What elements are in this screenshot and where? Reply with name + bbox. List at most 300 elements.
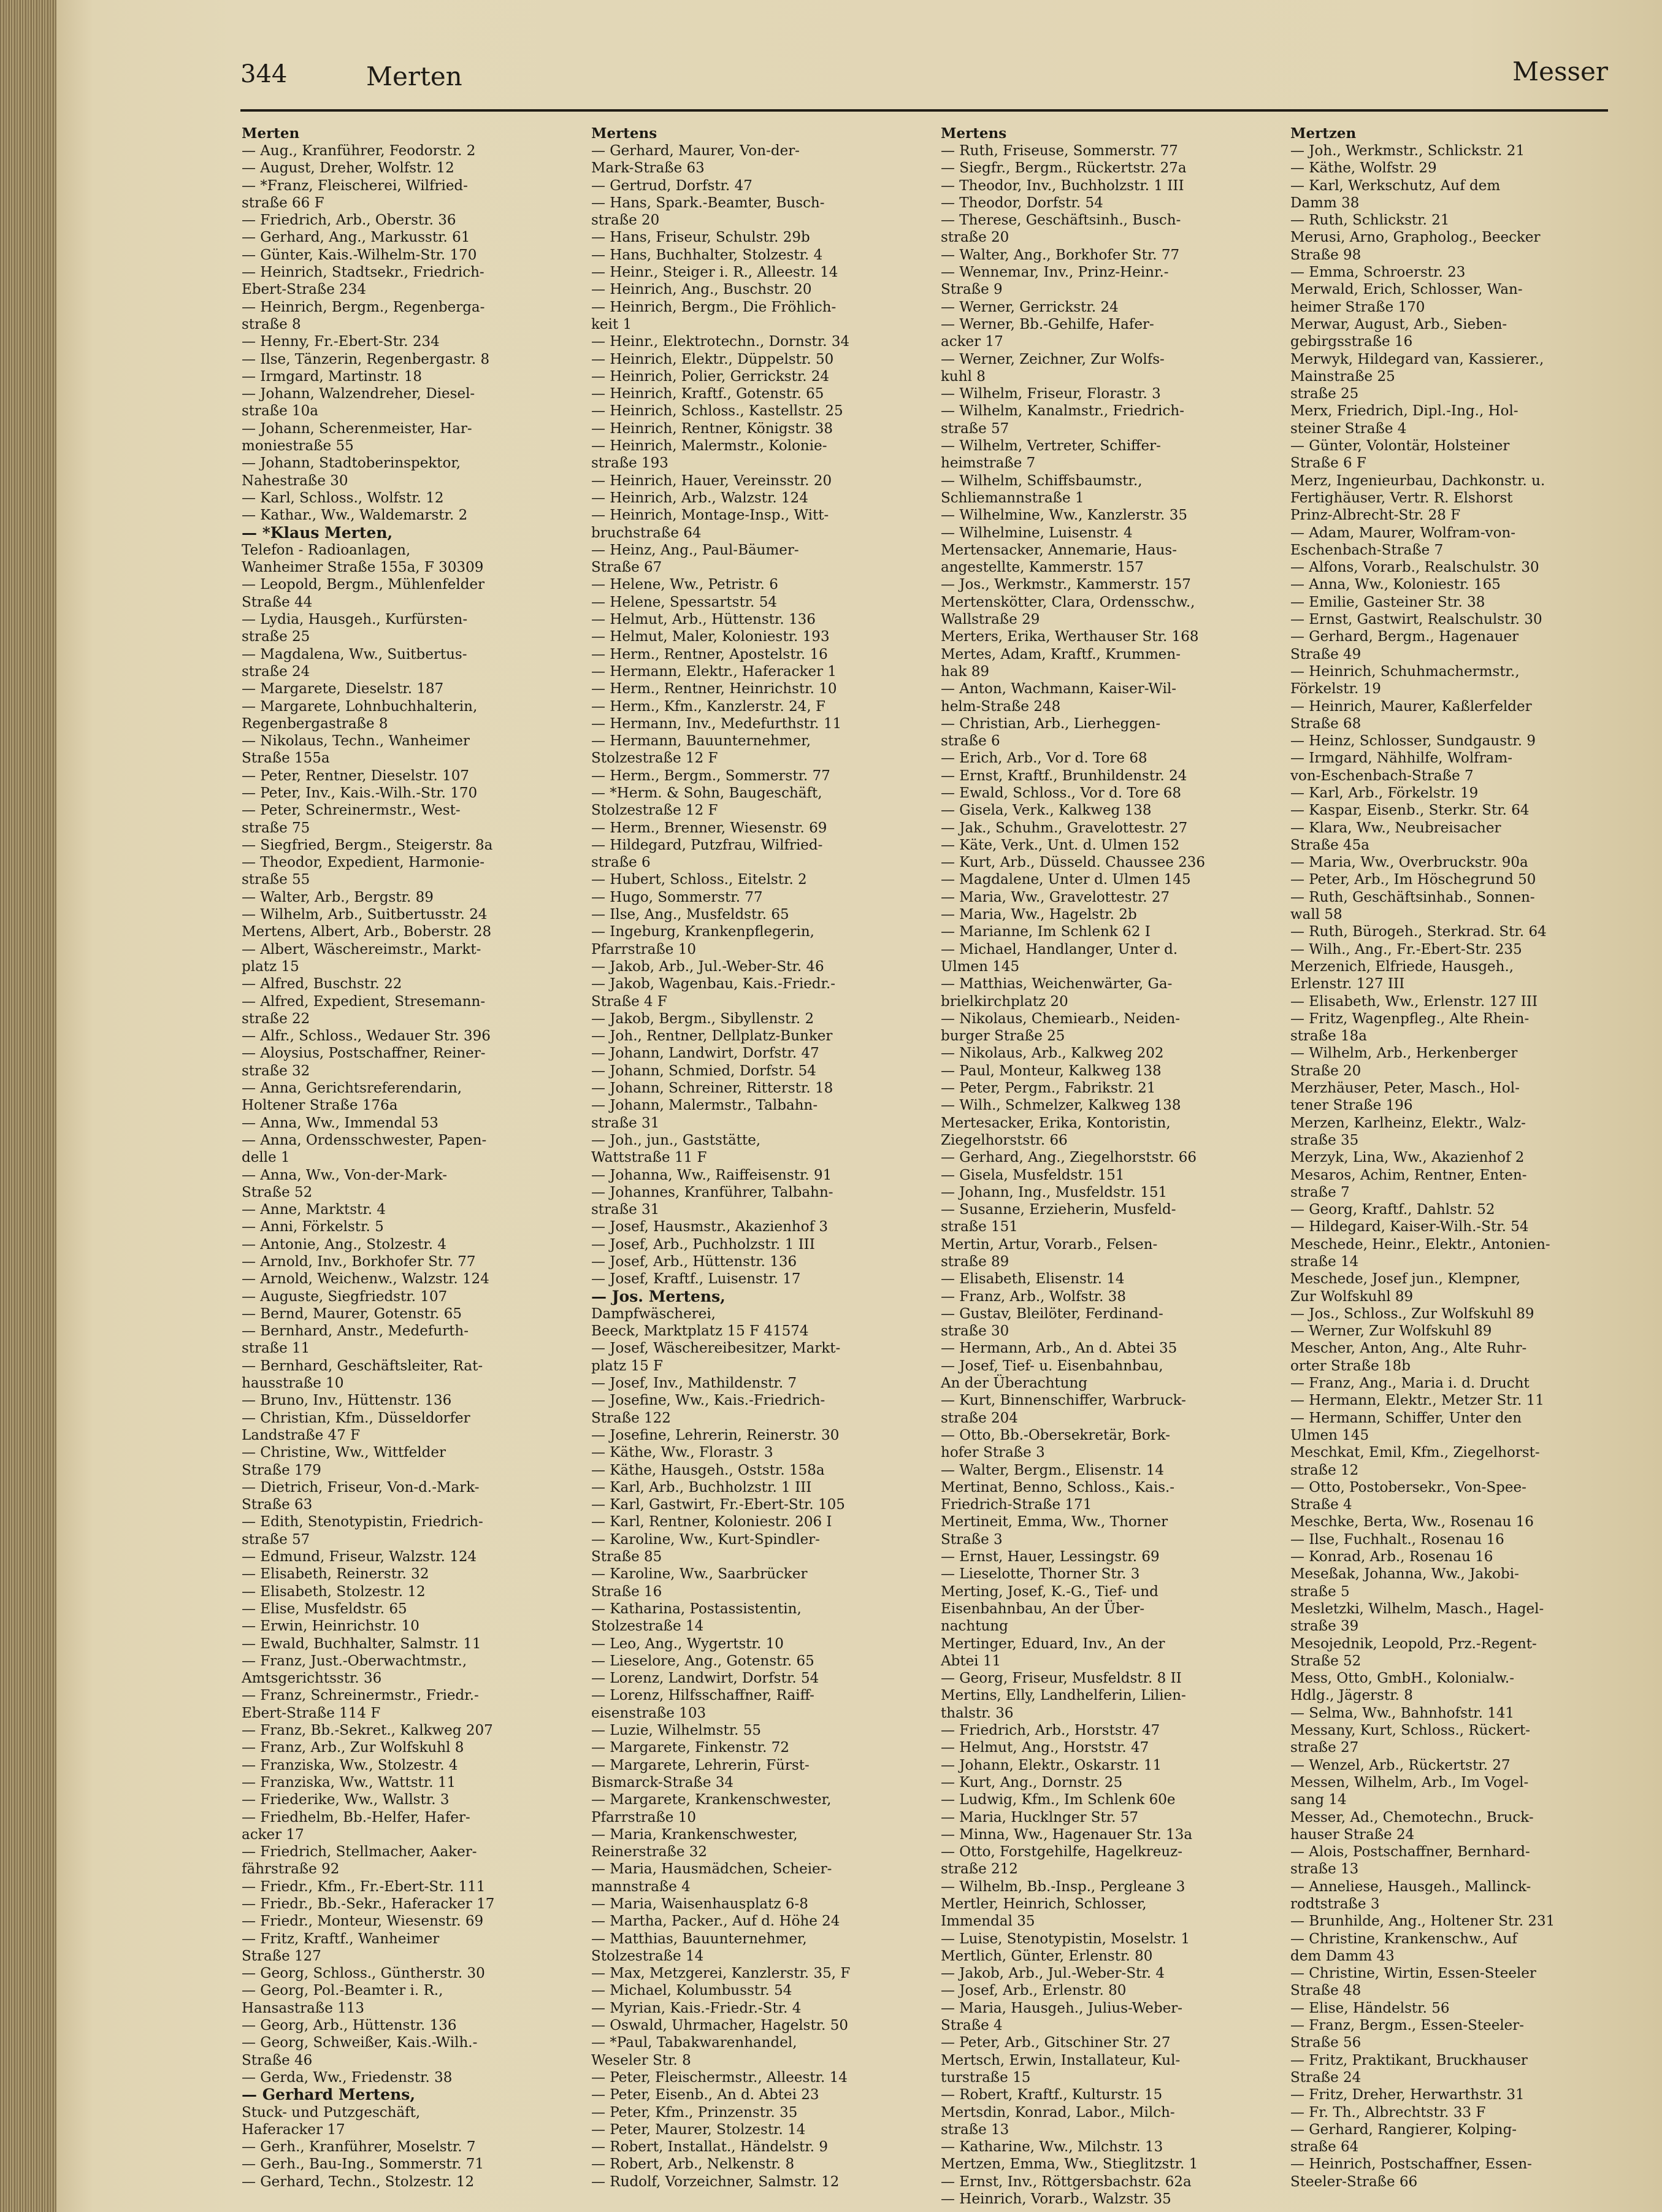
directory-entry: Straße 49 [1290, 646, 1361, 662]
directory-entry: Mark-Straße 63 [591, 160, 705, 177]
directory-entry: Ziegelhorststr. 66 [941, 1132, 1068, 1148]
column-3 [941, 125, 1277, 2208]
directory-entry: — Fritz, Kraftf., Wanheimer [242, 1930, 440, 1947]
directory-entry: — Margarete, Dieselstr. 187 [242, 681, 444, 697]
directory-entry: Reinerstraße 32 [591, 1844, 708, 1861]
directory-entry: straße 8 [242, 316, 301, 332]
directory-entry: straße 31 [591, 1202, 660, 1218]
directory-entry: Straße 20 [1290, 1062, 1361, 1079]
directory-entry: — Dietrich, Friseur, Von-d.-Mark- [242, 1479, 480, 1496]
left-running-head: Merten [366, 61, 462, 91]
directory-entry: — Karl, Rentner, Koloniestr. 206 I [591, 1514, 832, 1530]
directory-entry: — Heinr., Steiger i. R., Alleestr. 14 [591, 264, 838, 281]
directory-entry: — Christian, Kfm., Düsseldorfer [242, 1410, 470, 1426]
directory-entry: — Anna, Ww., Koloniestr. 165 [1290, 577, 1501, 593]
directory-entry: — Franz, Just.-Oberwachtmstr., [242, 1653, 467, 1669]
directory-entry: straße 66 F [242, 194, 324, 211]
directory-entry: kuhl 8 [941, 368, 986, 385]
directory-entry: Mertin, Artur, Vorarb., Felsen- [941, 1236, 1158, 1253]
directory-entry: Ulmen 145 [941, 958, 1020, 975]
directory-entry: — Josef, Arb., Hüttenstr. 136 [591, 1254, 797, 1270]
directory-entry: fährstraße 92 [242, 1861, 340, 1878]
directory-entry: Meschede, Josef jun., Klempner, [1290, 1271, 1521, 1288]
directory-entry: Dampfwäscherei, [591, 1305, 716, 1322]
column-1 [242, 125, 578, 2199]
directory-entry: — Johanna, Ww., Raiffeisenstr. 91 [591, 1167, 832, 1183]
directory-entry: — Kaspar, Eisenb., Sterkr. Str. 64 [1290, 802, 1530, 819]
directory-entry: — Georg, Schweißer, Kais.-Wilh.- [242, 2035, 478, 2051]
directory-entry: — Katharina, Postassistentin, [591, 1600, 802, 1617]
directory-entry: — Hans, Friseur, Schulstr. 29b [591, 229, 810, 246]
directory-entry: — Heinrich, Bergm., Regenberga- [242, 299, 485, 315]
directory-entry: Mertens, Albert, Arb., Boberstr. 28 [242, 924, 492, 940]
directory-entry: — Robert, Installat., Händelstr. 9 [591, 2139, 828, 2156]
directory-entry: Straße 122 [591, 1410, 671, 1426]
directory-entry: — Anna, Ww., Von-der-Mark- [242, 1167, 448, 1183]
column-heading: Merten [242, 125, 300, 142]
directory-entry: — Franziska, Ww., Stolzestr. 4 [242, 1757, 458, 1773]
directory-entry: — Wilhelm, Arb., Herkenberger [1290, 1045, 1518, 1062]
directory-entry: — Josef, Tief- u. Eisenbahnbau, [941, 1358, 1163, 1374]
directory-entry: — Franz, Bergm., Essen-Steeler- [1290, 2018, 1525, 2034]
directory-entry: — Klara, Ww., Neubreisacher [1290, 820, 1501, 836]
directory-entry: platz 15 [242, 958, 299, 975]
directory-entry: Eschenbach-Straße 7 [1290, 542, 1444, 558]
directory-entry: — Günter, Volontär, Holsteiner [1290, 438, 1510, 455]
directory-entry: — Wilhelm, Bb.-Insp., Pergleane 3 [941, 1878, 1185, 1895]
directory-entry: — Heinrich, Maurer, Kaßlerfelder [1290, 698, 1532, 715]
directory-entry: — Wilhelm, Schiffsbaumstr., [941, 472, 1143, 489]
directory-entry: — Herm., Rentner, Apostelstr. 16 [591, 646, 828, 662]
directory-entry: — Matthias, Bauunternehmer, [591, 1930, 807, 1947]
directory-entry: — Heinrich, Schuhmachermstr., [1290, 663, 1520, 680]
directory-entry: Pfarrstraße 10 [591, 1809, 696, 1826]
directory-entry: — Magdalene, Unter d. Ulmen 145 [941, 872, 1191, 888]
directory-entry: — Albert, Wäschereimstr., Markt- [242, 941, 481, 958]
directory-entry: Stuck- und Putzgeschäft, [242, 2104, 421, 2121]
column-heading: Mertens [591, 125, 657, 142]
directory-entry: — Selma, Ww., Bahnhofstr. 141 [1290, 1705, 1515, 1721]
directory-entry: — Heinr., Elektrotechn., Dornstr. 34 [591, 334, 850, 350]
directory-entry: — Maria, Hucklnger Str. 57 [941, 1809, 1139, 1826]
directory-entry: — Auguste, Siegfriedstr. 107 [242, 1288, 448, 1305]
directory-entry: Merters, Erika, Werthauser Str. 168 [941, 629, 1199, 645]
directory-entry: hak 89 [941, 663, 990, 680]
directory-entry: Messer, Ad., Chemotechn., Bruck- [1290, 1809, 1534, 1826]
directory-entry: Steeler-Straße 66 [1290, 2173, 1418, 2190]
directory-entry: — Heinrich, Arb., Walzstr. 124 [591, 490, 808, 506]
directory-entry: — Otto, Forstgehilfe, Hagelkreuz- [941, 1844, 1183, 1861]
directory-entry: — Käthe, Hausgeh., Oststr. 158a [591, 1462, 825, 1478]
directory-entry: — Friedr., Monteur, Wiesenstr. 69 [242, 1913, 484, 1930]
directory-entry: Wanheimer Straße 155a, F 30309 [242, 559, 484, 576]
directory-entry: steiner Straße 4 [1290, 420, 1407, 437]
directory-entry: Merzenich, Elfriede, Hausgeh., [1290, 958, 1514, 975]
directory-entry: — Heinrich, Bergm., Die Fröhlich- [591, 299, 837, 315]
directory-entry: — Martha, Packer., Auf d. Höhe 24 [591, 1913, 840, 1930]
column-4 [1290, 125, 1626, 2199]
directory-entry: — Bernhard, Anstr., Medefurth- [242, 1323, 469, 1340]
directory-entry: Merzyk, Lina, Ww., Akazienhof 2 [1290, 1150, 1525, 1166]
directory-entry: — Friedrich, Arb., Horststr. 47 [941, 1722, 1160, 1739]
directory-entry: Hdlg., Jägerstr. 8 [1290, 1688, 1413, 1704]
directory-entry: wall 58 [1290, 907, 1342, 923]
directory-entry: straße 204 [941, 1410, 1018, 1426]
directory-entry: — Walter, Bergm., Elisenstr. 14 [941, 1462, 1165, 1478]
directory-entry: — Heinrich, Kraftf., Gotenstr. 65 [591, 386, 824, 402]
directory-entry: — Josef, Kraftf., Luisenstr. 17 [591, 1271, 801, 1288]
directory-entry: — Alfr., Schloss., Wedauer Str. 396 [242, 1028, 491, 1045]
directory-entry: — Heinrich, Schloss., Kastellstr. 25 [591, 403, 843, 420]
directory-page [56, 0, 1662, 2212]
directory-entry: helm-Straße 248 [941, 698, 1061, 715]
directory-entry: — Karoline, Ww., Kurt-Spindler- [591, 1531, 820, 1548]
directory-entry: — Heinrich, Polier, Gerrickstr. 24 [591, 368, 830, 385]
directory-entry: — Helmut, Maler, Koloniestr. 193 [591, 629, 830, 645]
directory-entry: — Franz, Schreinermstr., Friedr.- [242, 1688, 479, 1704]
directory-entry: Mertesacker, Erika, Kontoristin, [941, 1115, 1171, 1131]
directory-entry: — Leo, Ang., Wygertstr. 10 [591, 1635, 784, 1652]
directory-entry: — Friedr., Bb.-Sekr., Haferacker 17 [242, 1895, 495, 1912]
directory-entry: Merzen, Karlheinz, Elektr., Walz- [1290, 1115, 1526, 1131]
directory-entry: — Fr. Th., Albrechtstr. 33 F [1290, 2104, 1486, 2121]
directory-entry: — Wennemar, Inv., Prinz-Heinr.- [941, 264, 1169, 281]
directory-entry: — Georg, Pol.-Beamter i. R., [242, 1983, 443, 1999]
header-rule [240, 109, 1608, 112]
directory-entry: — Gertrud, Dorfstr. 47 [591, 177, 752, 194]
directory-entry: Zur Wolfskuhl 89 [1290, 1288, 1414, 1305]
directory-entry: Straße 179 [242, 1462, 321, 1478]
directory-entry: — Gerhard, Bergm., Hagenauer [1290, 629, 1519, 645]
directory-entry: rodtstraße 3 [1290, 1895, 1380, 1912]
directory-entry: Straße 68 [1290, 715, 1361, 732]
directory-entry: — Maria, Hausgeh., Julius-Weber- [941, 2000, 1183, 2016]
directory-entry: — Margarete, Lehrerin, Fürst- [591, 1757, 810, 1773]
directory-entry: — Peter, Fleischermstr., Alleestr. 14 [591, 2069, 848, 2086]
directory-entry: Straße 9 [941, 282, 1003, 298]
directory-entry: — Anneliese, Hausgeh., Mallinck- [1290, 1878, 1531, 1895]
directory-entry: Beeck, Marktplatz 15 F 41574 [591, 1323, 809, 1340]
directory-entry: — Gisela, Musfeldstr. 151 [941, 1167, 1125, 1183]
directory-entry: Wattstraße 11 F [591, 1150, 707, 1166]
directory-entry: — Christine, Wirtin, Essen-Steeler [1290, 1965, 1536, 1982]
directory-entry: — Ruth, Schlickstr. 21 [1290, 212, 1450, 229]
directory-entry: Mesaros, Achim, Rentner, Enten- [1290, 1167, 1527, 1183]
directory-entry: brielkirchplatz 20 [941, 993, 1068, 1010]
directory-entry: Messany, Kurt, Schloss., Rückert- [1290, 1722, 1530, 1739]
directory-entry: — Joh., jun., Gaststätte, [591, 1132, 761, 1148]
directory-entry: — Emma, Schroerstr. 23 [1290, 264, 1466, 281]
directory-entry: — Theodor, Inv., Buchholzstr. 1 III [941, 177, 1184, 194]
directory-entry: straße 24 [242, 663, 310, 680]
directory-entry: Damm 38 [1290, 194, 1360, 211]
directory-entry: Straße 52 [1290, 1653, 1361, 1669]
directory-entry: Straße 56 [1290, 2035, 1361, 2051]
directory-entry: — Alfons, Vorarb., Realschulstr. 30 [1290, 559, 1539, 576]
directory-entry: hauser Straße 24 [1290, 1826, 1415, 1843]
directory-entry: straße 22 [242, 1010, 310, 1027]
entry-list [242, 142, 578, 2191]
directory-entry: straße 6 [591, 854, 651, 871]
directory-entry: Stolzestraße 12 F [591, 802, 718, 819]
directory-entry: — Karl, Schloss., Wolfstr. 12 [242, 490, 444, 506]
directory-entry: straße 7 [1290, 1184, 1350, 1200]
directory-entry: Straße 155a [242, 750, 330, 767]
directory-entry: Meschede, Heinr., Elektr., Antonien- [1290, 1236, 1550, 1253]
directory-entry: Mesojednik, Leopold, Prz.-Regent- [1290, 1635, 1537, 1652]
directory-entry: — Heinrich, Montage-Insp., Witt- [591, 507, 829, 524]
directory-entry: — Karl, Gastwirt, Fr.-Ebert-Str. 105 [591, 1497, 845, 1513]
directory-entry: straße 89 [941, 1254, 1009, 1270]
directory-entry: — Wilhelmine, Luisenstr. 4 [941, 524, 1133, 541]
directory-entry: straße 6 [941, 733, 1000, 750]
directory-entry: straße 14 [1290, 1254, 1359, 1270]
directory-entry: — Alfred, Expedient, Stresemann- [242, 993, 486, 1010]
directory-entry: — Josef, Arb., Erlenstr. 80 [941, 1983, 1127, 1999]
directory-entry: Mess, Otto, GmbH., Kolonialw.- [1290, 1670, 1514, 1687]
directory-entry: — Ruth, Geschäftsinhab., Sonnen- [1290, 889, 1535, 905]
directory-entry: — Siegfried, Bergm., Steigerstr. 8a [242, 837, 493, 853]
directory-entry: angestellte, Kammerstr. 157 [941, 559, 1144, 576]
directory-entry: Straße 4 [1290, 1497, 1352, 1513]
directory-entry: — Nikolaus, Techn., Wanheimer [242, 733, 470, 750]
directory-entry: — Marianne, Im Schlenk 62 I [941, 924, 1151, 940]
directory-entry: eisenstraße 103 [591, 1705, 707, 1721]
directory-entry: — Ernst, Inv., Röttgersbachstr. 62a [941, 2173, 1192, 2190]
directory-entry: Merting, Josef, K.-G., Tief- und [941, 1583, 1158, 1600]
directory-entry: — Heinz, Ang., Paul-Bäumer- [591, 542, 799, 558]
directory-entry: — Johann, Landwirt, Dorfstr. 47 [591, 1045, 819, 1062]
directory-entry: — Edith, Stenotypistin, Friedrich- [242, 1514, 483, 1530]
directory-entry: sang 14 [1290, 1792, 1347, 1808]
directory-entry: — Ernst, Hauer, Lessingstr. 69 [941, 1549, 1160, 1565]
directory-entry: Fertighäuser, Vertr. R. Elshorst [1290, 490, 1513, 506]
directory-entry: Mertlich, Günter, Erlenstr. 80 [941, 1948, 1153, 1964]
directory-entry: — *Paul, Tabakwarenhandel, [591, 2035, 797, 2051]
directory-entry: Landstraße 47 F [242, 1427, 361, 1443]
directory-entry: — Käthe, Wolfstr. 29 [1290, 160, 1437, 177]
directory-entry: — Werner, Bb.-Gehilfe, Hafer- [941, 316, 1154, 332]
directory-entry: — Nikolaus, Chemiearb., Neiden- [941, 1010, 1181, 1027]
directory-entry: — Bernd, Maurer, Gotenstr. 65 [242, 1305, 462, 1322]
directory-entry: — Georg, Schloss., Güntherstr. 30 [242, 1965, 485, 1982]
directory-entry: gebirgsstraße 16 [1290, 334, 1413, 350]
directory-entry: — Susanne, Erzieherin, Musfeld- [941, 1202, 1176, 1218]
directory-entry: — Wilhelmine, Ww., Kanzlerstr. 35 [941, 507, 1187, 524]
directory-entry: — *Herm. & Sohn, Baugeschäft, [591, 785, 822, 801]
directory-entry: — Gerhard, Ang., Markusstr. 61 [242, 229, 470, 246]
directory-entry: — Gerhard, Techn., Stolzestr. 12 [242, 2173, 475, 2190]
directory-entry: — Adam, Maurer, Wolfram-von- [1290, 524, 1516, 541]
directory-entry: — Jak., Schuhm., Gravelottestr. 27 [941, 820, 1188, 836]
directory-entry: — Robert, Arb., Nelkenstr. 8 [591, 2156, 795, 2173]
directory-entry: turstraße 15 [941, 2069, 1031, 2086]
directory-entry: Straße 52 [242, 1184, 313, 1200]
directory-entry: — Elise, Musfeldstr. 65 [242, 1600, 407, 1617]
directory-entry: — Ernst, Kraftf., Brunhildenstr. 24 [941, 767, 1187, 784]
directory-entry: — Helene, Ww., Petristr. 6 [591, 577, 778, 593]
directory-entry: — Heinrich, Postschaffner, Essen- [1290, 2156, 1532, 2173]
directory-entry: — Herm., Kfm., Kanzlerstr. 24, F [591, 698, 825, 715]
directory-entry: — Heinrich, Hauer, Vereinsstr. 20 [591, 472, 832, 489]
directory-entry: Schliemannstraße 1 [941, 490, 1084, 506]
directory-entry: von-Eschenbach-Straße 7 [1290, 767, 1474, 784]
directory-entry: — Peter, Eisenb., An d. Abtei 23 [591, 2087, 819, 2103]
directory-entry: — Gisela, Verk., Kalkweg 138 [941, 802, 1152, 819]
directory-entry: — Elise, Händelstr. 56 [1290, 2000, 1450, 2016]
directory-entry: — Magdalena, Ww., Suitbertus- [242, 646, 467, 662]
entry-list [941, 142, 1277, 2208]
directory-entry: — Lydia, Hausgeh., Kurfürsten- [242, 612, 468, 628]
directory-entry: — Paul, Monteur, Kalkweg 138 [941, 1062, 1162, 1079]
directory-entry: — Georg, Friseur, Musfeldstr. 8 II [941, 1670, 1182, 1687]
directory-entry: — Elisabeth, Stolzestr. 12 [242, 1583, 426, 1600]
directory-entry: Telefon - Radioanlagen, [242, 542, 411, 558]
directory-entry: — Heinrich, Ang., Buschstr. 20 [591, 282, 812, 298]
directory-entry: — Ingeburg, Krankenpflegerin, [591, 924, 814, 940]
directory-entry: Mertinger, Eduard, Inv., An der [941, 1635, 1165, 1652]
directory-entry: Mertsch, Erwin, Installateur, Kul- [941, 2052, 1181, 2068]
directory-entry: — Bernhard, Geschäftsleiter, Rat- [242, 1358, 483, 1374]
directory-entry: straße 193 [591, 455, 668, 472]
directory-entry: — Helene, Spessartstr. 54 [591, 594, 778, 610]
directory-entry: — Heinrich, Vorarb., Walzstr. 35 [941, 2191, 1171, 2208]
directory-entry: — Ludwig, Kfm., Im Schlenk 60e [941, 1792, 1176, 1808]
directory-entry: — Lorenz, Landwirt, Dorfstr. 54 [591, 1670, 819, 1687]
directory-entry: — Hans, Buchhalter, Stolzestr. 4 [591, 247, 823, 263]
directory-entry: straße 20 [591, 212, 660, 229]
directory-entry: — Wilhelm, Friseur, Florastr. 3 [941, 386, 1161, 402]
directory-entry: straße 10a [242, 403, 319, 420]
directory-entry: Messen, Wilhelm, Arb., Im Vogel- [1290, 1774, 1529, 1791]
directory-entry: — Brunhilde, Ang., Holtener Str. 231 [1290, 1913, 1555, 1930]
directory-entry: — Gerda, Ww., Friedenstr. 38 [242, 2069, 453, 2086]
directory-entry: Mertzen, Emma, Ww., Stieglitzstr. 1 [941, 2156, 1198, 2173]
directory-entry: — Antonie, Ang., Stolzestr. 4 [242, 1236, 447, 1253]
directory-entry: — Kurt, Binnenschiffer, Warbruck- [941, 1392, 1186, 1409]
directory-entry: — Michael, Handlanger, Unter d. [941, 941, 1178, 958]
directory-entry: — Hugo, Sommerstr. 77 [591, 889, 763, 905]
directory-entry: straße 12 [1290, 1462, 1359, 1478]
directory-entry: — Maria, Ww., Gravelottestr. 27 [941, 889, 1170, 905]
directory-entry: — Hubert, Schloss., Eitelstr. 2 [591, 872, 807, 888]
directory-entry: — Josef, Inv., Mathildenstr. 7 [591, 1375, 797, 1392]
directory-entry: — Günter, Kais.-Wilhelm-Str. 170 [242, 247, 477, 263]
directory-entry: — Jakob, Bergm., Sibyllenstr. 2 [591, 1010, 814, 1027]
directory-entry: — Ilse, Fuchhalt., Rosenau 16 [1290, 1531, 1504, 1548]
directory-entry: — Hermann, Elektr., Haferacker 1 [591, 663, 837, 680]
directory-entry: Regenbergastraße 8 [242, 715, 388, 732]
directory-entry: — Georg, Kraftf., Dahlstr. 52 [1290, 1202, 1495, 1218]
directory-entry: — *Klaus Merten, [242, 523, 393, 542]
directory-entry: straße 75 [242, 820, 310, 836]
directory-entry: — Luise, Stenotypistin, Moselstr. 1 [941, 1930, 1190, 1947]
directory-entry: — Franz, Arb., Zur Wolfskuhl 8 [242, 1740, 464, 1756]
directory-entry: Straße 4 F [591, 993, 667, 1010]
directory-entry: burger Straße 25 [941, 1028, 1065, 1045]
directory-entry: straße 31 [591, 1115, 660, 1131]
book-page-edges [0, 0, 61, 2212]
directory-entry: Haferacker 17 [242, 2121, 345, 2138]
directory-entry: dem Damm 43 [1290, 1948, 1395, 1964]
directory-entry: straße 11 [242, 1340, 310, 1357]
directory-entry: — Konrad, Arb., Rosenau 16 [1290, 1549, 1493, 1565]
directory-entry: — Margarete, Lohnbuchhalterin, [242, 698, 478, 715]
directory-entry: Pfarrstraße 10 [591, 941, 696, 958]
directory-entry: — Heinrich, Stadtsekr., Friedrich- [242, 264, 484, 281]
entry-list [1290, 142, 1626, 2191]
directory-entry: — Margarete, Finkenstr. 72 [591, 1740, 789, 1756]
directory-entry: acker 17 [242, 1826, 304, 1843]
directory-entry: — Irmgard, Nähhilfe, Wolfram- [1290, 750, 1512, 767]
directory-entry: — Wilhelm, Kanalmstr., Friedrich- [941, 403, 1184, 420]
directory-entry: — Leopold, Bergm., Mühlenfelder [242, 577, 485, 593]
directory-entry: Straße 44 [242, 594, 313, 610]
directory-entry: — Johann, Schmied, Dorfstr. 54 [591, 1062, 816, 1079]
directory-entry: Stolzestraße 14 [591, 1948, 704, 1964]
directory-entry: — Robert, Kraftf., Kulturstr. 15 [941, 2087, 1163, 2103]
directory-entry: — Myrian, Kais.-Friedr.-Str. 4 [591, 2000, 802, 2016]
directory-entry: — Gerh., Bau-Ing., Sommerstr. 71 [242, 2156, 484, 2173]
directory-entry: hausstraße 10 [242, 1375, 344, 1392]
directory-entry: Stolzestraße 12 F [591, 750, 718, 767]
directory-entry: — Käthe, Ww., Florastr. 3 [591, 1445, 773, 1461]
directory-entry: Mertler, Heinrich, Schlosser, [941, 1895, 1147, 1912]
directory-entry: — Ruth, Bürogeh., Sterkrad. Str. 64 [1290, 924, 1547, 940]
directory-entry: Ulmen 145 [1290, 1427, 1369, 1443]
directory-entry: — Anna, Ordensschwester, Papen- [242, 1132, 487, 1148]
directory-entry: — Jos. Mertens, [591, 1287, 726, 1305]
directory-entry: — Christine, Krankenschw., Auf [1290, 1930, 1517, 1947]
directory-entry: — Kathar., Ww., Waldemarstr. 2 [242, 507, 468, 524]
directory-entry: — Christine, Ww., Wittfelder [242, 1445, 446, 1461]
directory-entry: — Josef, Arb., Puchholzstr. 1 III [591, 1236, 815, 1253]
directory-entry: — Walter, Ang., Borkhofer Str. 77 [941, 247, 1180, 263]
directory-entry: — Erwin, Heinrichstr. 10 [242, 1618, 419, 1635]
directory-entry: — Lieselotte, Thorner Str. 3 [941, 1566, 1140, 1583]
directory-entry: straße 27 [1290, 1740, 1359, 1756]
directory-entry: — Josef, Hausmstr., Akazienhof 3 [591, 1219, 829, 1235]
directory-entry: — Lieselore, Ang., Gotenstr. 65 [591, 1653, 814, 1669]
directory-entry: — Hermann, Schiffer, Unter den [1290, 1410, 1522, 1426]
directory-entry: — Johann, Walzendreher, Diesel- [242, 386, 475, 402]
directory-entry: Ebert-Straße 114 F [242, 1705, 381, 1721]
directory-entry: — Maria, Hausmädchen, Scheier- [591, 1861, 832, 1878]
directory-entry: — Johann, Elektr., Oskarstr. 11 [941, 1757, 1162, 1773]
directory-entry: — Emilie, Gasteiner Str. 38 [1290, 594, 1485, 610]
directory-entry: — Werner, Gerrickstr. 24 [941, 299, 1119, 315]
directory-entry: — Peter, Inv., Kais.-Wilh.-Str. 170 [242, 785, 478, 801]
directory-entry: — Elisabeth, Reinerstr. 32 [242, 1566, 429, 1583]
directory-entry: — Ilse, Ang., Musfeldstr. 65 [591, 907, 789, 923]
directory-entry: — Johann, Schreiner, Ritterstr. 18 [591, 1080, 833, 1097]
directory-entry: — Jakob, Arb., Jul.-Weber-Str. 46 [591, 958, 824, 975]
directory-entry: — Alfred, Buschstr. 22 [242, 976, 402, 993]
directory-entry: platz 15 F [591, 1358, 663, 1374]
directory-entry: Merwyk, Hildegard van, Kassierer., [1290, 351, 1544, 367]
directory-entry: Straße 46 [242, 2052, 313, 2068]
directory-entry: Abtei 11 [941, 1653, 1001, 1669]
directory-entry: straße 13 [941, 2121, 1009, 2138]
directory-entry: Merzhäuser, Peter, Masch., Hol- [1290, 1080, 1520, 1097]
directory-entry: — Minna, Ww., Hagenauer Str. 13a [941, 1826, 1193, 1843]
directory-entry: — Heinrich, Malermstr., Kolonie- [591, 438, 827, 455]
directory-entry: An der Überachtung [941, 1375, 1088, 1392]
directory-entry: — Josefine, Ww., Kais.-Friedrich- [591, 1392, 825, 1409]
directory-entry: heimstraße 7 [941, 455, 1036, 472]
directory-entry: — Wilh., Ang., Fr.-Ebert-Str. 235 [1290, 941, 1522, 958]
directory-entry: — Heinrich, Elektr., Düppelstr. 50 [591, 351, 834, 367]
